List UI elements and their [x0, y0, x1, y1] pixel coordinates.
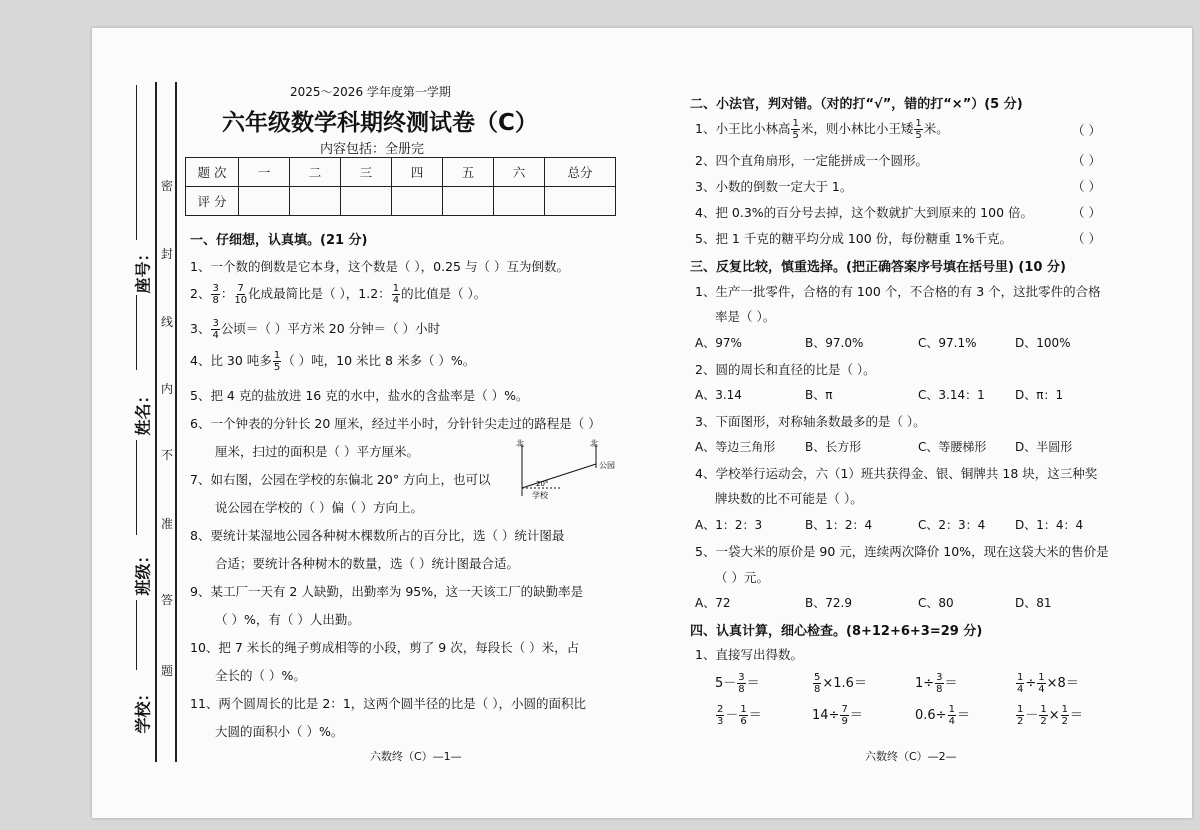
question-2-1-text: 米，则小林比小王矮 — [800, 121, 914, 136]
question-3-5-cont: （ ）元。 — [715, 570, 769, 585]
fraction: $\frac{5}{8}$ — [814, 672, 821, 695]
score-input-cell[interactable] — [494, 187, 545, 216]
calc-problem: $\frac{5}{8}$ ×1.6＝ — [814, 672, 867, 695]
question-1-8: 8、要统计某湿地公园各种树木棵数所占的百分比，选（ ）统计图最 — [190, 528, 565, 543]
answer-bracket[interactable]: （ ） — [1072, 231, 1101, 246]
score-row-label: 评 分 — [186, 187, 239, 216]
question-1-2: 2、 $\frac{3}{8}$ ： $\frac{7}{10}$ 化成最简比是（ ），1.2： $\frac{1}{4}$ 的比值是（ ）。 — [190, 283, 487, 306]
option[interactable]: B、72.9 — [805, 596, 852, 610]
seal-char: 准 — [161, 517, 174, 531]
option[interactable]: B、1：2：4 — [805, 518, 873, 532]
calc-problem: $\frac{2}{3}$ － $\frac{1}{6}$ ＝ — [717, 704, 762, 727]
question-1-3-text: 公顷＝（ ）平方米 20 分钟＝（ ）小时 — [220, 321, 441, 336]
equals-sign: ＝ — [849, 708, 863, 723]
seal-char: 线 — [161, 315, 174, 329]
fraction: $\frac{1}{4}$ — [1038, 672, 1045, 695]
equals-sign: ＝ — [1065, 676, 1079, 691]
equals-sign: ＝ — [1070, 708, 1084, 723]
seal-char: 不 — [161, 448, 174, 462]
fraction: $\frac{1}{4}$ — [1017, 672, 1024, 695]
name-field-line — [136, 295, 137, 370]
direction-diagram — [510, 438, 620, 500]
question-1-1: 1、一个数的倒数是它本身，这个数是（ ），0.25 与（ ）互为倒数。 — [190, 259, 569, 274]
angle-label: 20° — [536, 480, 549, 488]
name-field-label: 姓名： — [133, 387, 153, 436]
option[interactable]: D、1：4：4 — [1015, 518, 1084, 532]
question-1-8-cont: 合适；要统计各种树木的数量，选（ ）统计图最合适。 — [215, 556, 519, 571]
option[interactable]: B、π — [805, 388, 833, 402]
fraction: $\frac{3}{8}$ — [936, 672, 943, 695]
seal-char: 封 — [161, 247, 174, 261]
answer-bracket[interactable]: （ ） — [1072, 179, 1101, 194]
equals-sign: ＝ — [944, 676, 958, 691]
fraction: $\frac{1}{5}$ — [273, 350, 281, 373]
score-header-cell: 一 — [239, 158, 290, 187]
fraction: $\frac{1}{2}$ — [1040, 704, 1047, 727]
question-1-7: 7、如右图，公园在学校的东偏北 20° 方向上，也可以 — [190, 472, 491, 487]
fraction: $\frac{7}{10}$ — [234, 283, 248, 306]
calc-problem: 1÷ $\frac{3}{8}$ ＝ — [915, 672, 958, 695]
question-1-4-text: 4、比 30 吨多 — [190, 353, 272, 368]
question-1-4 — [190, 350, 475, 373]
fraction: $\frac{1}{2}$ — [1017, 704, 1024, 727]
option[interactable]: A、1：2：3 — [695, 518, 763, 532]
answer-bracket[interactable]: （ ） — [1072, 123, 1101, 138]
option[interactable]: C、等腰梯形 — [918, 440, 987, 454]
score-input-cell[interactable] — [239, 187, 290, 216]
question-1-10: 10、把 7 米长的绳子剪成相等的小段，剪了 9 次，每段长（ ）米，占 — [190, 640, 580, 655]
score-header-cell: 五 — [443, 158, 494, 187]
question-3-4: 4、学校举行运动会，六（1）班共获得金、银、铜牌共 18 块，这三种奖 — [695, 466, 1098, 481]
score-input-cell[interactable] — [290, 187, 341, 216]
score-header-cell: 四 — [392, 158, 443, 187]
option[interactable]: A、97% — [695, 336, 742, 350]
class-field-line — [136, 440, 137, 535]
question-3-3: 3、下面图形，对称轴条数最多的是（ ）。 — [695, 414, 926, 429]
question-1-11: 11、两个圆周长的比是 2：1，这两个圆半径的比是（ ），小圆的面积比 — [190, 696, 587, 711]
option[interactable]: D、π：1 — [1015, 388, 1064, 402]
score-input-cell[interactable] — [545, 187, 616, 216]
question-1-11-cont: 大圆的面积小（ ）%。 — [215, 724, 344, 739]
option[interactable]: C、2：3：4 — [918, 518, 986, 532]
option[interactable]: A、72 — [695, 596, 731, 610]
calc-problem: 0.6÷ $\frac{1}{4}$ ＝ — [915, 704, 970, 727]
option[interactable]: B、97.0% — [805, 336, 864, 350]
question-1-6: 6、一个钟表的分针长 20 厘米，经过半小时，分针针尖走过的路程是（ ） — [190, 416, 601, 431]
fraction: $\frac{1}{4}$ — [948, 704, 955, 727]
option[interactable]: C、97.1% — [918, 336, 977, 350]
question-3-1-cont: 率是（ ）。 — [715, 309, 776, 324]
fraction: $\frac{1}{5}$ — [915, 118, 922, 141]
option[interactable]: C、3.14：1 — [918, 388, 985, 402]
fraction: $\frac{1}{5}$ — [792, 118, 799, 141]
exam-scope: 内容包括：全册完 — [320, 142, 425, 157]
question-3-1: 1、生产一批零件，合格的有 100 个，不合格的有 3 个，这批零件的合格 — [695, 284, 1101, 299]
class-field-label: 班级： — [133, 547, 153, 596]
school-label: 学校 — [532, 491, 548, 500]
equals-sign: ＝ — [956, 708, 970, 723]
section1-title: 一、仔细想，认真填。(21 分) — [190, 233, 368, 248]
score-header-cell: 题 次 — [186, 158, 239, 187]
section4-title: 四、认真计算，细心检查。(8+12+6+3=29 分) — [690, 624, 983, 639]
answer-bracket[interactable]: （ ） — [1072, 153, 1101, 168]
score-header-cell: 总分 — [545, 158, 616, 187]
question-1-5: 5、把 4 克的盐放进 16 克的水中，盐水的含盐率是（ ）%。 — [190, 388, 529, 403]
question-1-6-cont: 厘米，扫过的面积是（ ）平方厘米。 — [215, 444, 419, 459]
fraction: $\frac{1}{6}$ — [740, 704, 747, 727]
fraction: $\frac{1}{2}$ — [1061, 704, 1069, 727]
fraction: $\frac{3}{8}$ — [212, 283, 219, 306]
seal-char: 密 — [161, 179, 174, 193]
question-1-9-cont: （ ）%，有（ ）人出勤。 — [215, 612, 360, 627]
north-label: 北 — [590, 439, 598, 448]
score-input-cell[interactable] — [392, 187, 443, 216]
park-label: 公园 — [599, 461, 615, 470]
question-2-5: 5、把 1 千克的糖平均分成 100 份，每份糖重 1%千克。 — [695, 231, 1012, 246]
question-2-2: 2、四个直角扇形，一定能拼成一个圆形。 — [695, 153, 928, 168]
option[interactable]: D、半圆形 — [1015, 440, 1073, 454]
question-1-7-cont: 说公园在学校的（ ）偏（ ）方向上。 — [215, 500, 423, 515]
fraction: $\frac{1}{4}$ — [392, 283, 400, 306]
section3-title: 三、反复比较，慎重选择。(把正确答案序号填在括号里) (10 分) — [690, 260, 1066, 275]
question-3-5: 5、一袋大米的原价是 90 元，连续两次降价 10%，现在这袋大米的售价是 — [695, 544, 1109, 559]
question-2-4: 4、把 0.3%的百分号去掉，这个数就扩大到原来的 100 倍。 — [695, 205, 1033, 220]
question-1-2-tail: 的比值是（ ）。 — [401, 286, 487, 301]
direction-line — [522, 464, 596, 488]
option[interactable]: A、3.14 — [695, 388, 742, 402]
question-1-10-cont: 全长的（ ）%。 — [215, 668, 306, 683]
question-3-2: 2、圆的周长和直径的比是（ ）。 — [695, 362, 876, 377]
page-footer-left: 六数终（C）—1— — [370, 750, 462, 763]
binding-line-outer — [155, 82, 157, 762]
equals-sign: ＝ — [853, 676, 867, 691]
school-field-line — [136, 600, 137, 670]
option[interactable]: B、长方形 — [805, 440, 862, 454]
calc-problem: $\frac{1}{4}$ ÷ $\frac{1}{4}$ ×8＝ — [1017, 672, 1079, 695]
score-header-cell: 三 — [341, 158, 392, 187]
seal-char: 题 — [161, 664, 174, 678]
score-header-cell: 二 — [290, 158, 341, 187]
section2-title: 二、小法官，判对错。（对的打“√”，错的打“×”）(5 分) — [690, 97, 1023, 112]
north-label: 北 — [516, 439, 524, 448]
question-1-3: 3、 $\frac{3}{4}$ 公顷＝（ ）平方米 20 分钟＝（ ）小时 — [190, 318, 441, 341]
school-field-label: 学校： — [133, 685, 153, 734]
score-table — [185, 157, 616, 216]
question-3-4-cont: 牌块数的比不可能是（ ）。 — [715, 491, 863, 506]
seat-field-line — [136, 85, 137, 240]
seal-char: 内 — [161, 382, 174, 396]
calc-problem: $\frac{1}{2}$ － $\frac{1}{2}$ × $\frac{1}{2}$ ＝ — [1017, 704, 1084, 727]
fraction: $\frac{2}{3}$ — [717, 704, 724, 727]
page-footer-right: 六数终（C）—2— — [865, 750, 957, 763]
question-1-4-tail: （ ）吨，10 米比 8 米多（ ）%。 — [282, 353, 476, 368]
answer-bracket[interactable]: （ ） — [1072, 205, 1101, 220]
binding-line-inner — [175, 82, 177, 762]
fraction: $\frac{3}{8}$ — [738, 672, 745, 695]
score-input-cell[interactable] — [341, 187, 392, 216]
option[interactable]: D、81 — [1015, 596, 1052, 610]
calc-problem: 5－ $\frac{3}{8}$ ＝ — [715, 672, 760, 695]
page-title: 六年级数学科期终测试卷（C） — [222, 110, 538, 136]
question-2-3: 3、小数的倒数一定大于 1。 — [695, 179, 853, 194]
seat-field-label: 座号： — [133, 245, 153, 294]
calc-problem: 14÷ $\frac{7}{9}$ ＝ — [812, 704, 863, 727]
question-2-1: 1、小王比小林高 $\frac{1}{5}$ 米，则小林比小王矮 $\frac{1}{5}$ 米。 — [695, 118, 949, 141]
equals-sign: ＝ — [748, 708, 762, 723]
question-2-1-prefix: 1、小王比小林高 — [695, 121, 791, 136]
option[interactable]: D、100% — [1015, 336, 1071, 350]
option[interactable]: A、等边三角形 — [695, 440, 776, 454]
score-header-cell: 六 — [494, 158, 545, 187]
school-year: 2025～2026 学年度第一学期 — [290, 85, 451, 99]
fraction: $\frac{7}{9}$ — [841, 704, 848, 727]
question-1-2-text: 化成最简比是（ ），1.2： — [248, 286, 391, 301]
equals-sign: ＝ — [746, 676, 760, 691]
question-1-9: 9、某工厂一天有 2 人缺勤，出勤率为 95%，这一天该工厂的缺勤率是 — [190, 584, 584, 599]
fraction: $\frac{3}{4}$ — [212, 318, 219, 341]
seal-char: 答 — [161, 593, 174, 607]
option[interactable]: C、80 — [918, 596, 954, 610]
score-input-cell[interactable] — [443, 187, 494, 216]
section4-subtitle: 1、直接写出得数。 — [695, 647, 803, 662]
